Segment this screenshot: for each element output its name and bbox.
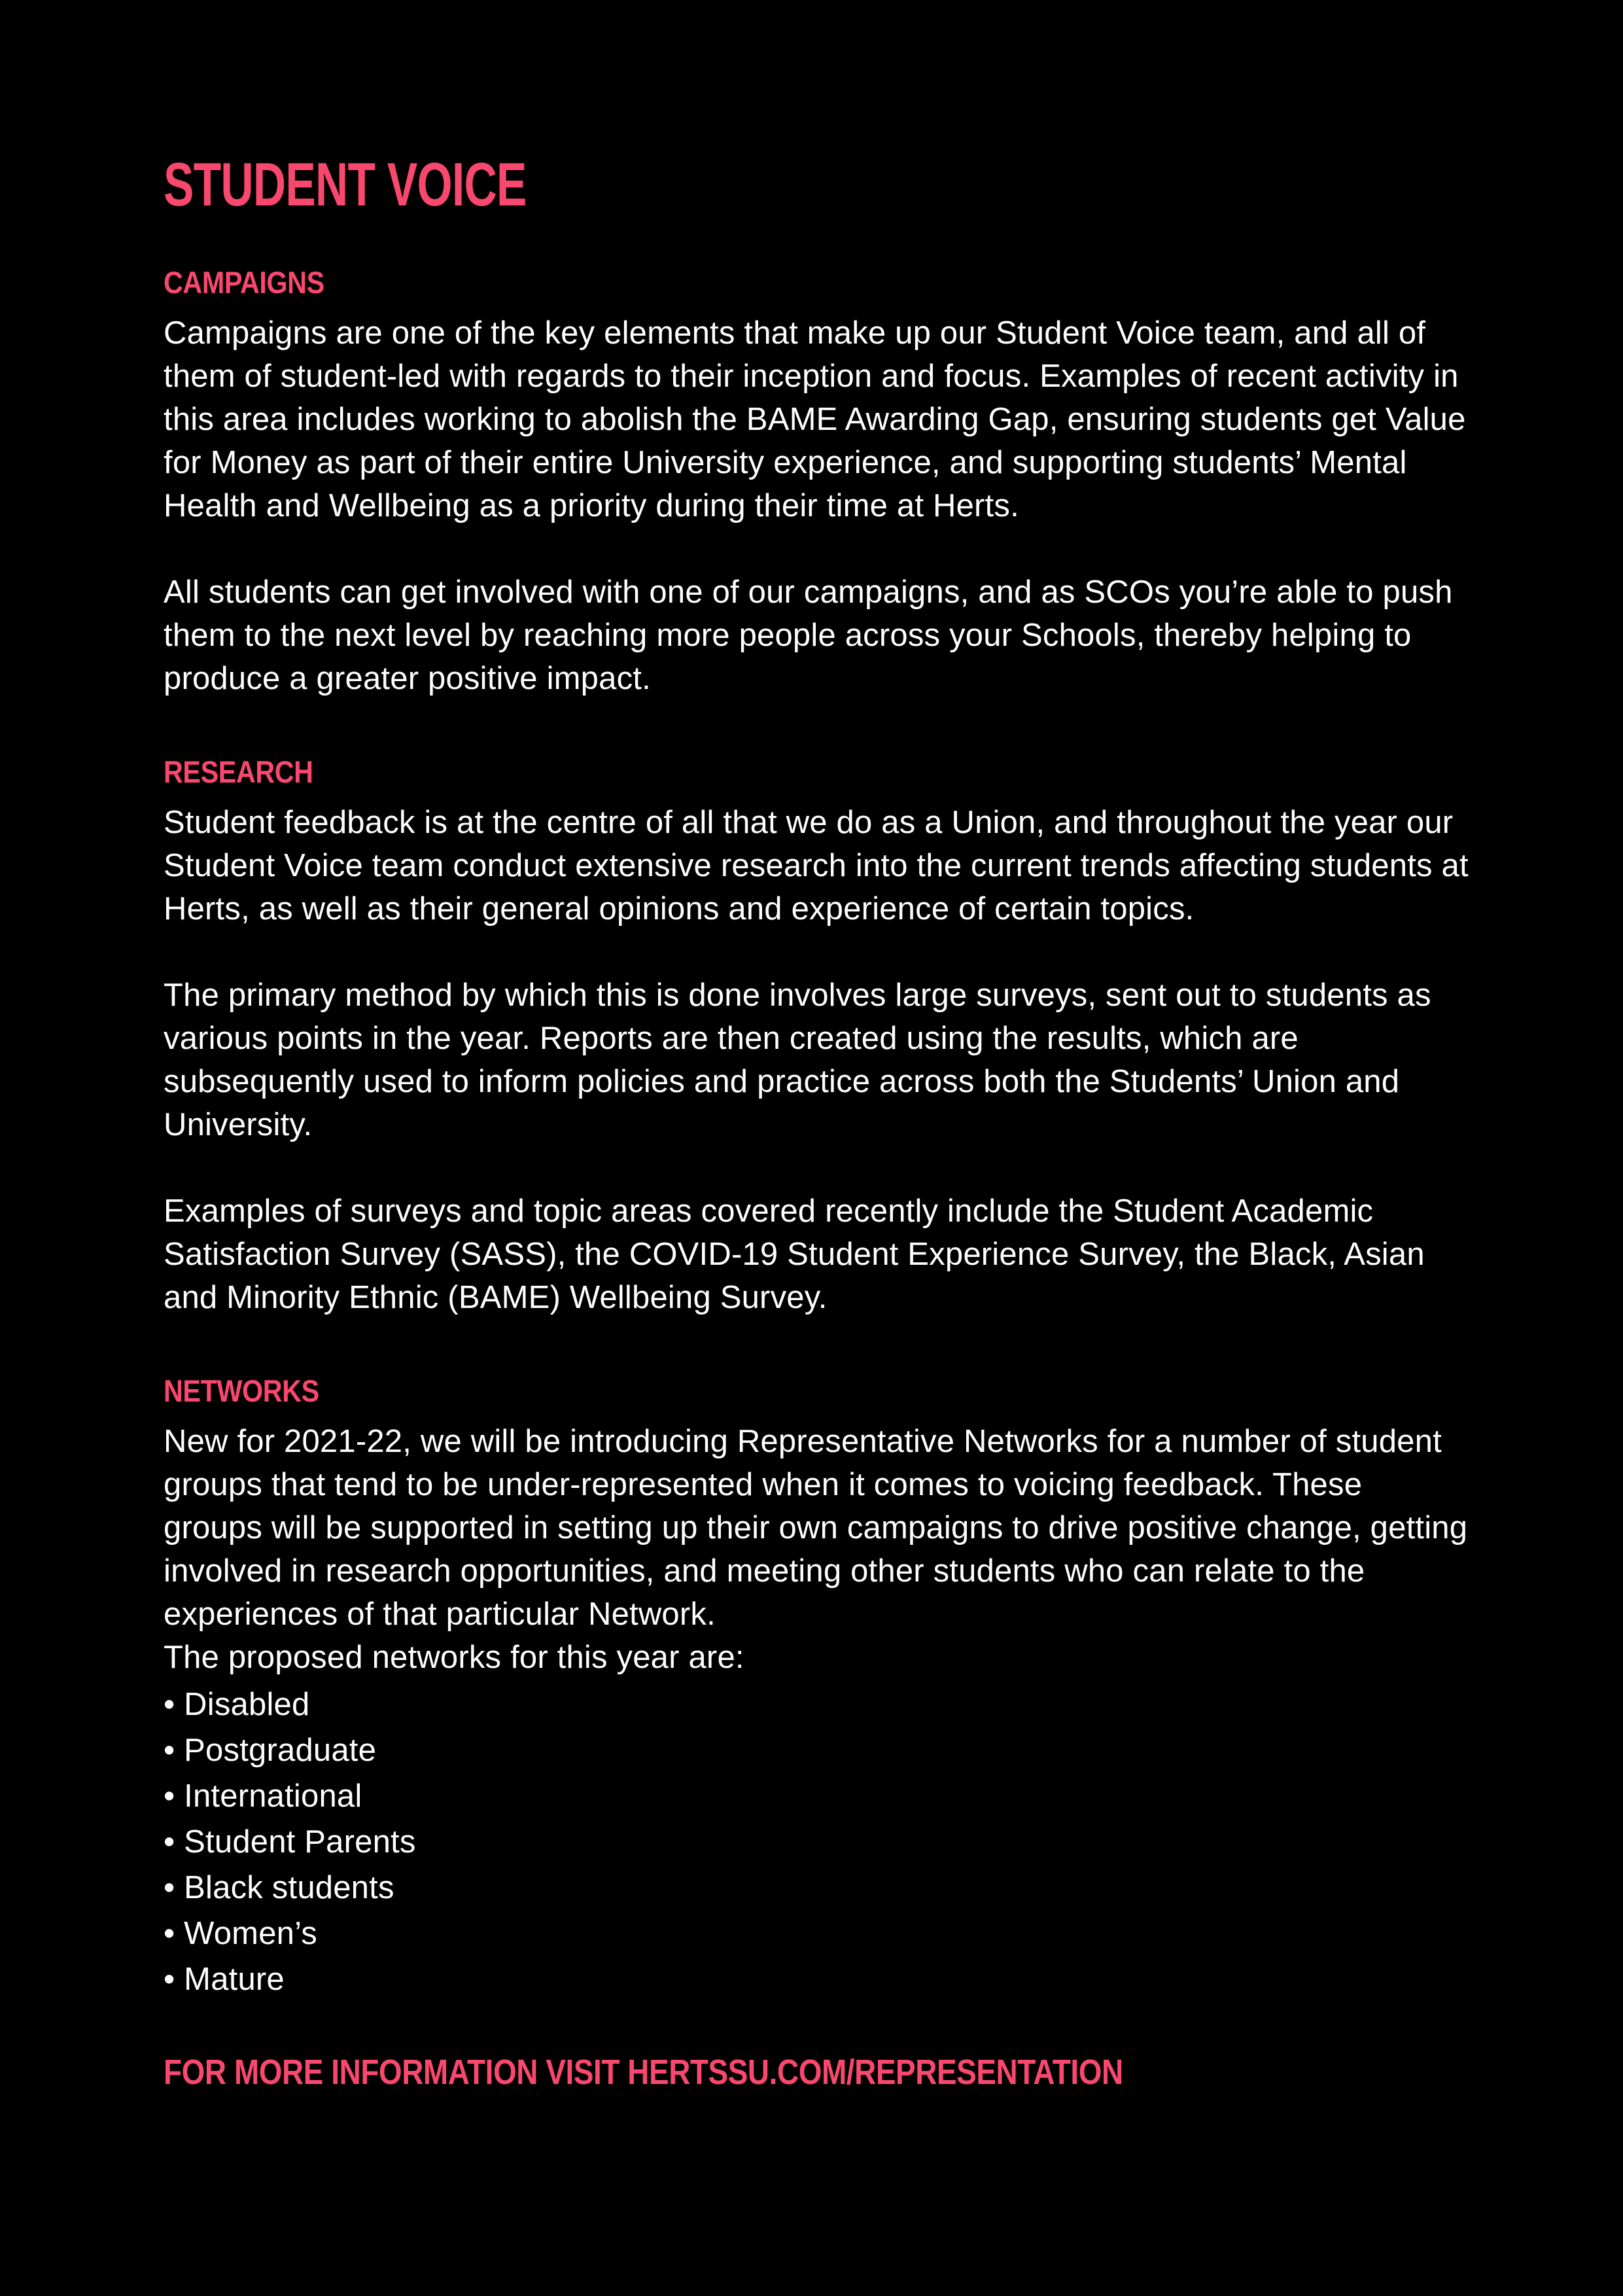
section-networks-heading: NETWORKS [164, 1373, 319, 1408]
list-item: • Disabled [164, 1682, 1469, 1727]
section-campaigns-heading: CAMPAIGNS [164, 265, 324, 300]
section-research [164, 755, 1469, 1319]
footer-row [164, 2053, 1469, 2091]
networks-list-intro: The proposed networks for this year are: [164, 1640, 744, 1675]
list-item: • Women’s [164, 1911, 1469, 1956]
footer-info-text: FOR MORE INFORMATION VISIT HERTSSU.COM/REPRESENTATION [164, 2053, 1123, 2092]
list-item: • Black students [164, 1865, 1469, 1911]
page [164, 150, 1469, 2092]
research-paragraph-1: Student feedback is at the centre of all that we do as a Union, and throughout the year our Student Voice team conduct extensive research into the current trends affecting students at Herts, as well as their general opinions and experience of certain topics. [164, 805, 1469, 927]
list-item: • Student Parents [164, 1819, 1469, 1865]
list-item: • International [164, 1773, 1469, 1819]
section-campaigns [164, 266, 1469, 700]
research-paragraph-3: Examples of surveys and topic areas covered recently include the Student Academic Satisfaction Survey (SASS), the COVID-19 Student Experience Survey, the Black, Asian and Minority Ethnic (BAME) Wellbeing Survey. [164, 1193, 1425, 1315]
page-title-row [164, 150, 1469, 219]
section-networks-heading-row [164, 1374, 1469, 1408]
page-title: STUDENT VOICE [164, 150, 527, 219]
section-campaigns-heading-row [164, 266, 1469, 300]
campaigns-paragraph-1: Campaigns are one of the key elements that make up our Student Voice team, and all of them of student-led with regards to their inception and focus. Examples of recent activity in this area includes working to abolish the BAME Awarding Gap, ensuring students get Value for Money as part of their entire University experience, and supporting students’ Mental Health and Wellbeing as a priority during their time at Herts. [164, 315, 1466, 523]
list-item: • Postgraduate [164, 1727, 1469, 1773]
section-networks [164, 1374, 1469, 2002]
section-research-heading-row [164, 755, 1469, 789]
campaigns-paragraph-2: All students can get involved with one of our campaigns, and as SCOs you’re able to push them to the next level by reaching more people across your Schools, thereby helping to produce a greater positive impact. [164, 574, 1453, 696]
research-paragraph-2: The primary method by which this is done involves large surveys, sent out to students as various points in the year. Reports are then created using the results, which are subsequently used to inform policies and practice across both the Students’ Union and University. [164, 978, 1431, 1142]
section-research-heading: RESEARCH [164, 754, 313, 789]
networks-list [164, 1682, 1469, 2002]
list-item: • Mature [164, 1956, 1469, 2002]
networks-paragraph-1: New for 2021-22, we will be introducing Representative Networks for a number of student groups that tend to be under-represented when it comes to voicing feedback. These groups will be supported in setting up their own campaigns to drive positive change, getting involved in research opportunities, and meeting other students who can relate to the experiences of that particular Network. [164, 1424, 1468, 1632]
